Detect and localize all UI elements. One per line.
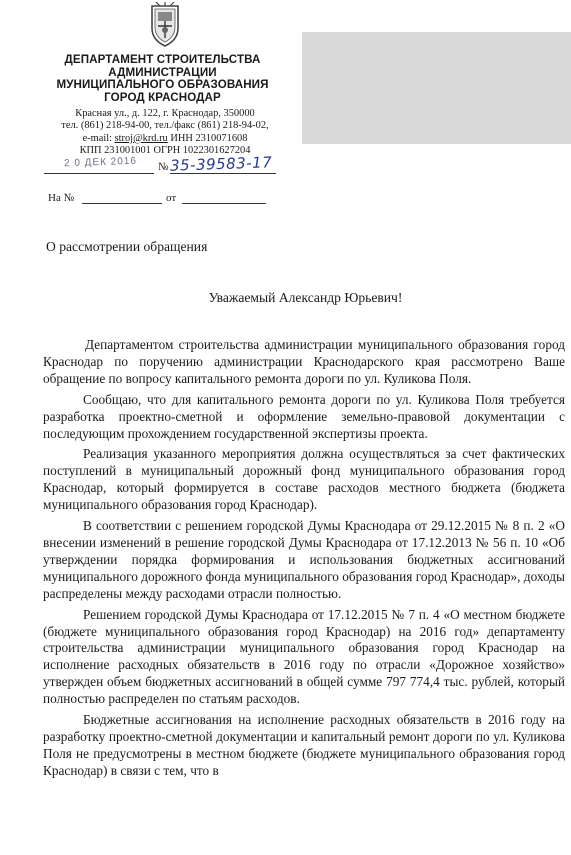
- kpp-ogrn: КПП 231001001 ОГРН 1022301627204: [79, 145, 251, 157]
- incoming-reference: [48, 192, 278, 208]
- email-label: e-mail:: [82, 132, 115, 144]
- email-link[interactable]: stroj@krd.ru: [114, 132, 168, 144]
- body-paragraph: В соответствии с решением городской Думы Краснодара от 29.12.2015 № 8 п. 2 «О внесении изменений в решение городской Думы Краснодара от 17.12.2013 № 56 п. 10 «Об утверждении порядка формирования и использования бюджетных ассигнований муниципального дорожного фонда муниципального образования город Краснодар», доходы распределены между расходами отрасли полностью.: [43, 518, 565, 601]
- body-paragraph: Департаментом строительства администрации муниципального образования город Краснодар по поручению администрации Краснодарского края рассмотрено Ваше обращение по вопросу капитального ремонта дороги по ул. Куликова Поля.: [43, 337, 565, 386]
- body-paragraph: Сообщаю, что для капитального ремонта дороги по ул. Куликова Поля требуется разработка проектно-сметной и оформление земельно-правовой документации с последующим прохождением государственной экспертизы проекта.: [43, 391, 565, 441]
- incoming-from-blank: [182, 203, 266, 204]
- department-line: МУНИЦИПАЛЬНОГО ОБРАЗОВАНИЯ: [56, 78, 269, 92]
- number-label: №: [158, 161, 169, 173]
- date-stamp: 2 0 ДЕК 2016: [63, 155, 138, 170]
- department-name: [30, 54, 295, 104]
- department-line: ГОРОД КРАСНОДАР: [104, 90, 221, 104]
- inn: ИНН 2310071608: [167, 132, 248, 144]
- letter-greeting: Уважаемый Александр Юрьевич!: [208, 290, 403, 305]
- body-paragraph: Реализация указанного мероприятия должна осуществляться за счет фактических поступлений в муниципальный дорожный фонд муниципального образования город Краснодар, который формируется в составе расходов местного бюджета (бюджета муниципального образования город Краснодар).: [43, 446, 565, 513]
- letter-body: [43, 337, 565, 784]
- registration-number: 35-39583-17: [169, 153, 273, 175]
- department-line: ДЕПАРТАМЕНТ СТРОИТЕЛЬСТВА: [64, 53, 261, 66]
- number-underline: [170, 173, 276, 174]
- date-underline: [44, 173, 154, 174]
- incoming-no-label: На №: [48, 192, 75, 204]
- redacted-recipient: [302, 32, 571, 144]
- phones: тел. (861) 218-94-00, тел./факс (861) 218-94-02,: [61, 120, 269, 132]
- address: Красная ул., д. 122, г. Краснодар, 350000: [75, 108, 255, 119]
- body-paragraph: Решением городской Думы Краснодара от 17.12.2015 № 7 п. 4 «О местном бюджете (бюджете муниципального образования город Краснодар) на 2016 год» департаменту строительства администрации муниципального образования город Краснодар на исполнение расходных обязательств в 2016 году по отрасли «Дорожное хозяйство» утвержден объем бюджетных ассигнований в общей сумме 797 774,4 тыс. рублей, который полностью распределен по статьям расходов.: [43, 606, 565, 707]
- department-line: АДМИНИСТРАЦИИ: [108, 65, 217, 79]
- registration-line: [44, 153, 284, 181]
- incoming-no-blank: [82, 203, 162, 204]
- letter-subject: О рассмотрении обращения: [46, 239, 208, 254]
- contact-details: [30, 108, 300, 158]
- email-inn-line: [30, 133, 300, 145]
- body-paragraph: Бюджетные ассигнования на исполнение расходных обязательств в 2016 году на разработку проектно-сметной документации и капитальный ремонт дороги по ул. Куликова Поля не предусмотрены в местном бюджете (бюджете муниципального образования город Краснодар) в связи с тем, что в: [43, 712, 565, 778]
- coat-of-arms-icon: [146, 2, 184, 48]
- incoming-from-label: от: [166, 192, 177, 204]
